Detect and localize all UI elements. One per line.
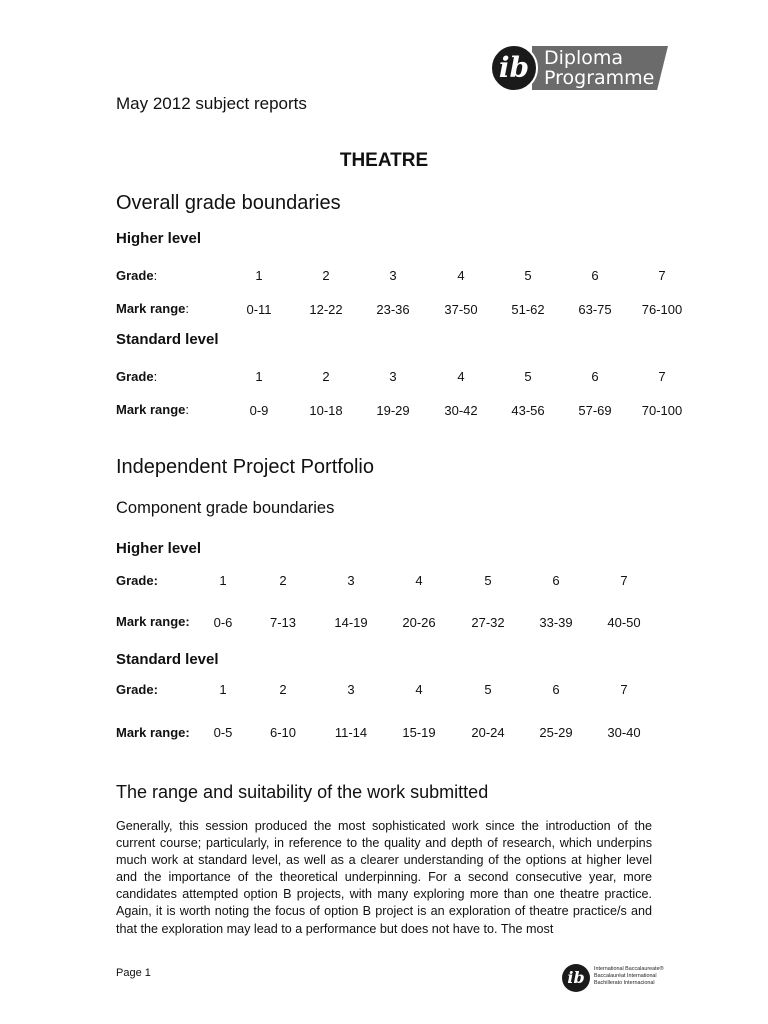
- overall-standard-range: 43-56: [511, 403, 545, 418]
- overall-higher-range: 76-100: [641, 302, 683, 317]
- range-paragraph: Generally, this session produced the most sophisticated work since the introduction of the current course; particularly, in reference to the quality and depth of research, which underpins much work at standard level, as well as a clearer understanding of the options at higher level and the importance of the theoretical underpinning. For a second consecutive year, more candidates attempted option B projects, with many exploring more than one theatre practice. Again, it is worth noting the focus of option B project is an exploration of theatre practice/s and that the exploration may lead to a performance but does not have to. The most: [116, 819, 652, 936]
- overall-standard-range: 10-18: [309, 403, 343, 418]
- overall-higher-grade-label: Grade:: [116, 268, 158, 283]
- footer-org-line-1: International Baccalaureate®: [594, 966, 664, 972]
- component-higher-grade: 2: [279, 573, 287, 588]
- ib-footer-logo: [562, 964, 674, 994]
- component-higher-range: 33-39: [539, 615, 573, 630]
- report-title: May 2012 subject reports: [116, 94, 307, 113]
- overall-standard-grade: 2: [322, 369, 330, 384]
- component-title: Independent Project Portfolio: [116, 456, 374, 478]
- logo-line-2: Programme: [544, 67, 655, 89]
- overall-higher-range: 51-62: [511, 302, 545, 317]
- component-standard-grade: 2: [279, 682, 287, 697]
- overall-higher-grade: 5: [524, 268, 532, 283]
- overall-standard-range: 57-69: [578, 403, 612, 418]
- overall-standard-grade: 1: [255, 369, 263, 384]
- overall-higher-grade: 7: [658, 268, 666, 283]
- component-standard-label: Standard level: [116, 651, 219, 668]
- component-higher-range: 0-6: [213, 615, 233, 630]
- component-higher-grade: 1: [219, 573, 227, 588]
- overall-higher-grade: 2: [322, 268, 330, 283]
- overall-standard-range: 0-9: [249, 403, 269, 418]
- overall-higher-grade: 6: [591, 268, 599, 283]
- component-standard-grade: 6: [552, 682, 560, 697]
- component-higher-range: 14-19: [334, 615, 368, 630]
- ib-footer-icon: ib: [562, 964, 590, 992]
- component-higher-mark-label: Mark range:: [116, 614, 190, 629]
- overall-standard-grade: 3: [389, 369, 397, 384]
- overall-higher-range: 12-22: [309, 302, 343, 317]
- overall-standard-range: 19-29: [376, 403, 410, 418]
- overall-standard-grade-label: Grade:: [116, 369, 158, 384]
- component-higher-grade: 4: [415, 573, 423, 588]
- component-standard-grade: 7: [620, 682, 628, 697]
- component-standard-grade: 1: [219, 682, 227, 697]
- overall-standard-mark-label: Mark range:: [116, 402, 189, 417]
- overall-higher-label: Higher level: [116, 230, 202, 247]
- overall-higher-mark-label: Mark range:: [116, 301, 189, 316]
- component-standard-grade: 3: [347, 682, 355, 697]
- component-standard-grade: 4: [415, 682, 423, 697]
- overall-standard-grade: 5: [524, 369, 532, 384]
- range-heading: The range and suitability of the work submitted: [116, 782, 489, 802]
- component-higher-label: Higher level: [116, 540, 202, 557]
- overall-standard-label: Standard level: [116, 331, 219, 348]
- overall-standard-grade: 6: [591, 369, 599, 384]
- component-higher-grade: 7: [620, 573, 628, 588]
- ib-logo-icon: ib: [490, 44, 538, 92]
- component-standard-mark-label: Mark range:: [116, 725, 190, 740]
- component-higher-grade: 3: [347, 573, 355, 588]
- footer-org-line-2: Baccalauréat International: [594, 973, 657, 979]
- component-higher-grade: 6: [552, 573, 560, 588]
- component-standard-range: 20-24: [471, 725, 505, 740]
- overall-heading: Overall grade boundaries: [116, 192, 341, 214]
- component-higher-range: 27-32: [471, 615, 505, 630]
- component-standard-range: 25-29: [539, 725, 573, 740]
- overall-higher-grade: 4: [457, 268, 465, 283]
- component-higher-range: 20-26: [402, 615, 436, 630]
- component-higher-range: 40-50: [607, 615, 641, 630]
- component-heading: Component grade boundaries: [116, 499, 335, 517]
- component-standard-range: 11-14: [334, 725, 368, 740]
- component-standard-grade: 5: [484, 682, 492, 697]
- footer-org-line-3: Bachillerato Internacional: [594, 980, 655, 986]
- overall-higher-range: 23-36: [376, 302, 410, 317]
- component-higher-range: 7-13: [269, 615, 297, 630]
- overall-higher-grade: 3: [389, 268, 397, 283]
- overall-standard-grade: 7: [658, 369, 666, 384]
- component-standard-range: 6-10: [269, 725, 297, 740]
- component-higher-grade-label: Grade:: [116, 573, 158, 588]
- overall-higher-range: 63-75: [578, 302, 612, 317]
- component-standard-grade-label: Grade:: [116, 682, 158, 697]
- overall-standard-range: 30-42: [444, 403, 478, 418]
- overall-standard-range: 70-100: [641, 403, 683, 418]
- overall-higher-range: 37-50: [444, 302, 478, 317]
- component-standard-range: 0-5: [213, 725, 233, 740]
- component-standard-range: 15-19: [402, 725, 436, 740]
- overall-standard-grade: 4: [457, 369, 465, 384]
- overall-higher-range: 0-11: [246, 302, 272, 317]
- page-number: Page 1: [116, 967, 151, 979]
- logo-line-1: Diploma: [544, 47, 624, 69]
- component-standard-range: 30-40: [607, 725, 641, 740]
- ib-diploma-logo: [490, 44, 670, 92]
- subject-title: THEATRE: [339, 150, 429, 171]
- component-higher-grade: 5: [484, 573, 492, 588]
- overall-higher-grade: 1: [255, 268, 263, 283]
